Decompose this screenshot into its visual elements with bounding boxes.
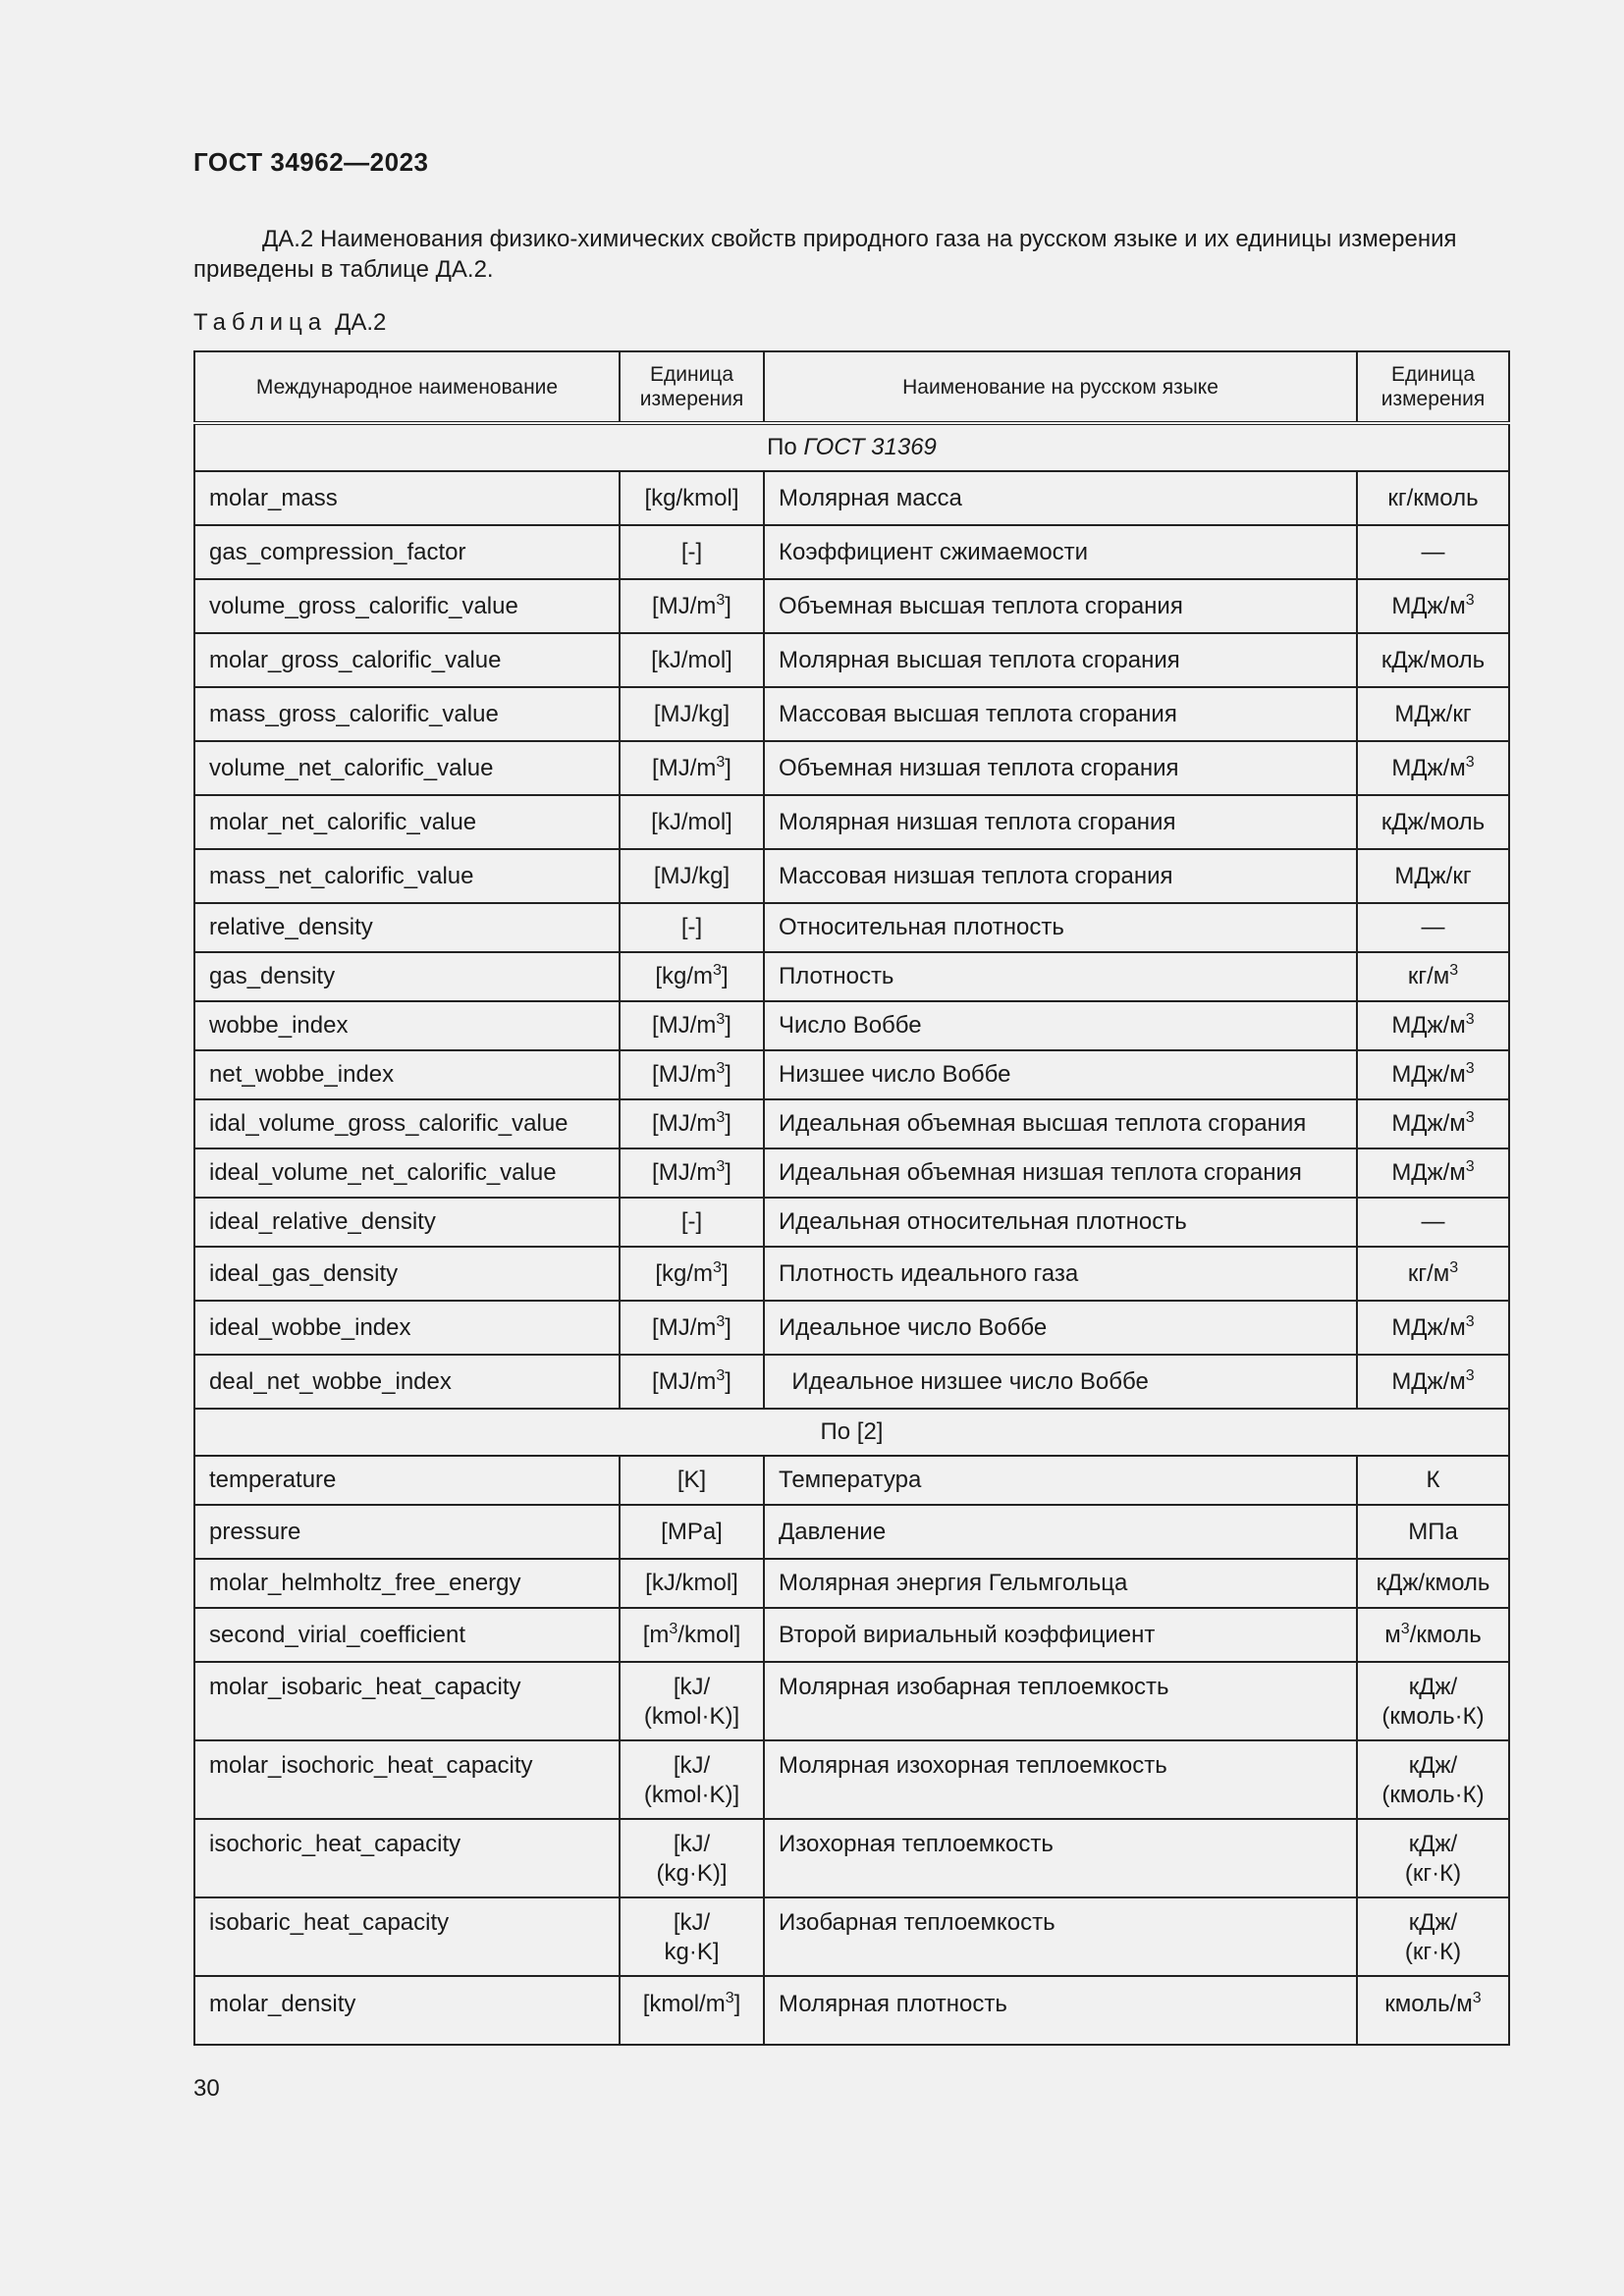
ru-name-cell: Молярная изобарная теплоемкость: [764, 1662, 1357, 1740]
unit-cell: [MPa]: [620, 1505, 764, 1559]
intro-paragraph: ДА.2 Наименования физико-химических свойств природного газа на русском языке и их единицы измерения приведены в таблице ДА.2.: [193, 226, 1457, 283]
ru-name-cell: Плотность: [764, 952, 1357, 1001]
intl-name-cell: relative_density: [194, 903, 620, 952]
unit-cell: $[kmol/m^3]$: [620, 1976, 764, 2045]
table-row: [194, 471, 1509, 525]
ru-name-cell: Идеальная относительная плотность: [764, 1198, 1357, 1247]
intl-name-cell: molar_net_calorific_value: [194, 795, 620, 849]
table-row: [194, 795, 1509, 849]
section-row: [194, 1409, 1509, 1456]
section-gost-31369: [194, 423, 1509, 471]
table-row: [194, 1148, 1509, 1198]
unit-cell: $[kg/m^3]$: [620, 1247, 764, 1301]
intl-name-cell: molar_gross_calorific_value: [194, 633, 620, 687]
intl-name-cell: ideal_relative_density: [194, 1198, 620, 1247]
ru-unit-cell: кДж/ (кмоль·К): [1357, 1662, 1509, 1740]
table-row: [194, 1301, 1509, 1355]
unit-cell: $[MJ/m^3]$: [620, 1099, 764, 1148]
unit-cell: $[MJ/m^3]$: [620, 1148, 764, 1198]
ru-unit-cell: МДж/$м^3$: [1357, 1001, 1509, 1050]
table-row: [194, 1505, 1509, 1559]
unit-cell: [kJ/ (kmol·K)]: [620, 1740, 764, 1819]
intl-name-cell: gas_compression_factor: [194, 525, 620, 579]
unit-cell: $[MJ/m^3]$: [620, 579, 764, 633]
page-number: 30: [193, 2075, 220, 2102]
unit-cell: [-]: [620, 525, 764, 579]
unit-cell: [kJ/mol]: [620, 795, 764, 849]
table-row: [194, 1819, 1509, 1897]
unit-cell: [-]: [620, 903, 764, 952]
section-reference: ГОСТ 31369: [803, 434, 937, 460]
intl-name-cell: ideal_volume_net_calorific_value: [194, 1148, 620, 1198]
unit-cell: $[MJ/m^3]$: [620, 1355, 764, 1409]
table-row: [194, 952, 1509, 1001]
ru-name-cell: Молярная низшая теплота сгорания: [764, 795, 1357, 849]
ru-unit-cell: МДж/$м^3$: [1357, 1099, 1509, 1148]
intl-name-cell: mass_net_calorific_value: [194, 849, 620, 903]
ru-unit-cell: МДж/$м^3$: [1357, 1301, 1509, 1355]
ru-unit-cell: МДж/$м^3$: [1357, 1050, 1509, 1099]
section-row: [194, 423, 1509, 471]
table-row: [194, 1559, 1509, 1608]
intl-name-cell: volume_gross_calorific_value: [194, 579, 620, 633]
unit-cell: $[kg/m^3]$: [620, 952, 764, 1001]
ru-name-cell: Идеальное низшее число Воббе: [764, 1355, 1357, 1409]
table-row: [194, 849, 1509, 903]
table-row: [194, 687, 1509, 741]
table-header-row: [194, 351, 1509, 423]
ru-unit-cell: МДж/$м^3$: [1357, 1355, 1509, 1409]
ru-unit-cell: $кг/м^3$: [1357, 952, 1509, 1001]
ru-name-cell: Идеальное число Воббе: [764, 1301, 1357, 1355]
unit-cell: [kJ/ (kmol·K)]: [620, 1662, 764, 1740]
table-row: [194, 1247, 1509, 1301]
unit-cell: [kJ/kmol]: [620, 1559, 764, 1608]
ru-name-cell: Давление: [764, 1505, 1357, 1559]
unit-cell: $[MJ/m^3]$: [620, 741, 764, 795]
unit-cell: $[MJ/m^3]$: [620, 1001, 764, 1050]
table-row: [194, 1198, 1509, 1247]
unit-cell: [kJ/ kg·K]: [620, 1897, 764, 1976]
ru-name-cell: Низшее число Воббе: [764, 1050, 1357, 1099]
unit-cell: $[m^3/kmol]$: [620, 1608, 764, 1662]
intl-name-cell: deal_net_wobbe_index: [194, 1355, 620, 1409]
ru-name-cell: Плотность идеального газа: [764, 1247, 1357, 1301]
unit-cell: [MJ/kg]: [620, 849, 764, 903]
properties-table: [193, 350, 1510, 2046]
table-row: [194, 1050, 1509, 1099]
intl-name-cell: mass_gross_calorific_value: [194, 687, 620, 741]
table-row: [194, 525, 1509, 579]
table-row: [194, 741, 1509, 795]
intl-name-cell: molar_helmholtz_free_energy: [194, 1559, 620, 1608]
document-header: ГОСТ 34962—2023: [193, 147, 429, 177]
table-row: [194, 1897, 1509, 1976]
intl-name-cell: gas_density: [194, 952, 620, 1001]
intl-name-cell: volume_net_calorific_value: [194, 741, 620, 795]
ru-name-cell: Число Воббе: [764, 1001, 1357, 1050]
intl-name-cell: molar_isochoric_heat_capacity: [194, 1740, 620, 1819]
ru-unit-cell: К: [1357, 1456, 1509, 1505]
intl-name-cell: second_virial_coefficient: [194, 1608, 620, 1662]
intl-name-cell: isobaric_heat_capacity: [194, 1897, 620, 1976]
intl-name-cell: isochoric_heat_capacity: [194, 1819, 620, 1897]
unit-cell: [kJ/mol]: [620, 633, 764, 687]
ru-name-cell: Объемная низшая теплота сгорания: [764, 741, 1357, 795]
ru-name-cell: Молярная высшая теплота сгорания: [764, 633, 1357, 687]
ru-unit-cell: кДж/ (кмоль·К): [1357, 1740, 1509, 1819]
unit-cell: $[MJ/m^3]$: [620, 1301, 764, 1355]
intl-name-cell: molar_density: [194, 1976, 620, 2045]
ru-name-cell: Изохорная теплоемкость: [764, 1819, 1357, 1897]
ru-unit-cell: —: [1357, 525, 1509, 579]
ru-name-cell: Молярная плотность: [764, 1976, 1357, 2045]
ru-unit-cell: МПа: [1357, 1505, 1509, 1559]
ru-name-cell: Идеальная объемная низшая теплота сгорания: [764, 1148, 1357, 1198]
intl-name-cell: idal_volume_gross_calorific_value: [194, 1099, 620, 1148]
intl-name-cell: ideal_gas_density: [194, 1247, 620, 1301]
intl-name-cell: pressure: [194, 1505, 620, 1559]
intl-name-cell: wobbe_index: [194, 1001, 620, 1050]
ru-unit-cell: МДж/$м^3$: [1357, 1148, 1509, 1198]
intl-name-cell: molar_mass: [194, 471, 620, 525]
ru-name-cell: Массовая высшая теплота сгорания: [764, 687, 1357, 741]
ru-unit-cell: $кг/м^3$: [1357, 1247, 1509, 1301]
ru-name-cell: Молярная изохорная теплоемкость: [764, 1740, 1357, 1819]
ru-unit-cell: кДж/моль: [1357, 795, 1509, 849]
ru-name-cell: Массовая низшая теплота сгорания: [764, 849, 1357, 903]
ru-unit-cell: —: [1357, 903, 1509, 952]
ru-name-cell: Относительная плотность: [764, 903, 1357, 952]
ru-name-cell: Молярная масса: [764, 471, 1357, 525]
table-row: [194, 1001, 1509, 1050]
ru-name-cell: Второй вириальный коэффициент: [764, 1608, 1357, 1662]
table-caption-label: Таблица: [193, 309, 328, 336]
ru-unit-cell: кДж/кмоль: [1357, 1559, 1509, 1608]
intl-name-cell: ideal_wobbe_index: [194, 1301, 620, 1355]
table-row: [194, 1608, 1509, 1662]
ru-name-cell: Температура: [764, 1456, 1357, 1505]
section-prefix: По: [767, 434, 804, 460]
ru-unit-cell: кДж/ (кг·К): [1357, 1819, 1509, 1897]
ru-unit-cell: кмоль/$м^3$: [1357, 1976, 1509, 2045]
header-intl-name: Международное наименование: [194, 351, 620, 423]
table-caption: [193, 309, 386, 337]
ru-unit-cell: кДж/ (кг·К): [1357, 1897, 1509, 1976]
intl-name-cell: molar_isobaric_heat_capacity: [194, 1662, 620, 1740]
intl-name-cell: net_wobbe_index: [194, 1050, 620, 1099]
header-ru-name: Наименование на русском языке: [764, 351, 1357, 423]
ru-unit-cell: кДж/моль: [1357, 633, 1509, 687]
unit-cell: [MJ/kg]: [620, 687, 764, 741]
table-caption-id: ДА.2: [335, 309, 387, 336]
table-row: [194, 903, 1509, 952]
unit-cell: [-]: [620, 1198, 764, 1247]
ru-name-cell: Молярная энергия Гельмгольца: [764, 1559, 1357, 1608]
ru-unit-cell: кг/кмоль: [1357, 471, 1509, 525]
table-row: [194, 1355, 1509, 1409]
table-row: [194, 1456, 1509, 1505]
ru-name-cell: Коэффициент сжимаемости: [764, 525, 1357, 579]
unit-cell: $[MJ/m^3]$: [620, 1050, 764, 1099]
ru-unit-cell: МДж/$м^3$: [1357, 579, 1509, 633]
header-ru-unit: Единица измерения: [1357, 351, 1509, 423]
table-row: [194, 633, 1509, 687]
ru-unit-cell: МДж/кг: [1357, 687, 1509, 741]
unit-cell: [kg/kmol]: [620, 471, 764, 525]
intl-name-cell: temperature: [194, 1456, 620, 1505]
ru-unit-cell: $м^3$/кмоль: [1357, 1608, 1509, 1662]
section-ref-2: По [2]: [194, 1409, 1509, 1456]
table-row: [194, 579, 1509, 633]
table-row: [194, 1662, 1509, 1740]
header-unit: Единица измерения: [620, 351, 764, 423]
ru-unit-cell: МДж/$м^3$: [1357, 741, 1509, 795]
table-row: [194, 1099, 1509, 1148]
ru-name-cell: Идеальная объемная высшая теплота сгорания: [764, 1099, 1357, 1148]
ru-name-cell: Изобарная теплоемкость: [764, 1897, 1357, 1976]
table-row: [194, 1976, 1509, 2045]
ru-unit-cell: МДж/кг: [1357, 849, 1509, 903]
unit-cell: [K]: [620, 1456, 764, 1505]
ru-unit-cell: —: [1357, 1198, 1509, 1247]
table-row: [194, 1740, 1509, 1819]
unit-cell: [kJ/ (kg·K)]: [620, 1819, 764, 1897]
ru-name-cell: Объемная высшая теплота сгорания: [764, 579, 1357, 633]
